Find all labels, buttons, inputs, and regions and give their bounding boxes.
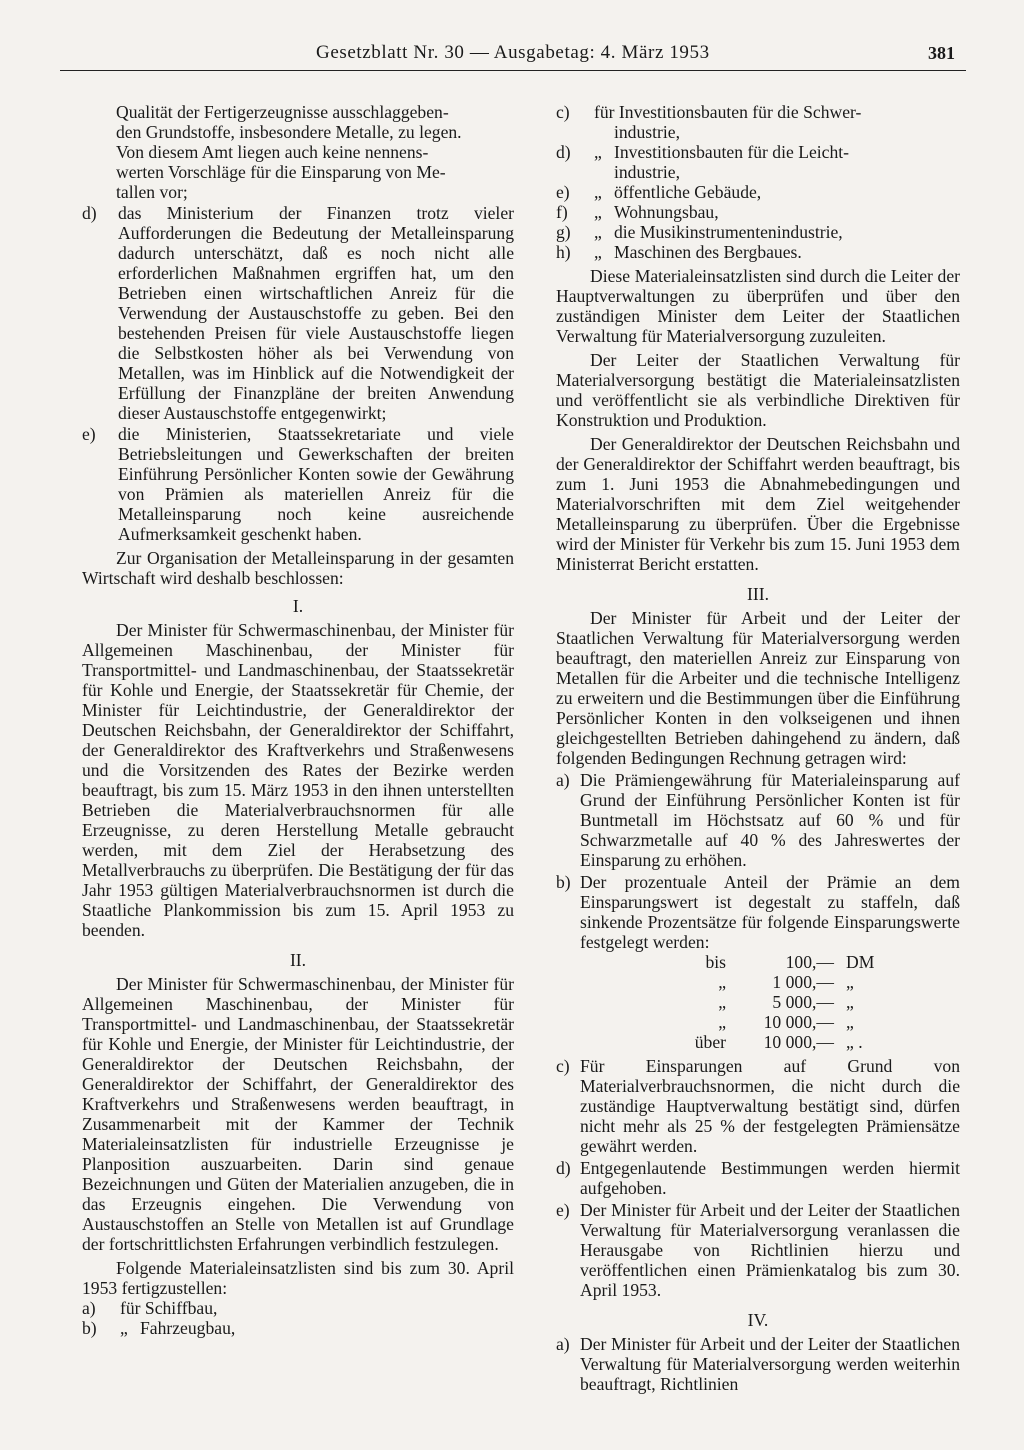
paragraph-section-ii: Der Minister für Schwermaschinenbau, der Minister für Allgemeinen Maschinenbau, der Minister für Transportmittel- und Landmaschinenbau, der Staatssekretär für Kohle und Energie, der Minister für Leichtindustrie, der Generaldirektor der Deutschen Reichsbahn, der Generaldirektor der Schiffahrt, der Generaldirektor des Kraftverkehrs und Straßenwesens werden beauftragt, in Zusammenarbeit mit der Kammer der Technik Materialeinsatzlisten für industrielle Erzeugnisse je Planposition auszuarbeiten. Darin sind genaue Bezeichnungen und Güten der Materialien anzugeben, die in das Erzeugnis eingehen. Die Verwendung von Austauschstoffen an Stelle von Metallen ist auf Grundlage der fortschrittlichsten Erfahrungen verbindlich festzulegen. [82, 974, 514, 1254]
list-item-d [556, 1158, 960, 1198]
section-heading-ii: II. [289, 950, 307, 970]
list-item-text: industrie, [614, 162, 680, 182]
list-marker: d) [556, 1158, 571, 1178]
list-item-b [556, 872, 960, 952]
scale-row [592, 972, 960, 992]
paragraph-organisation: Zur Organisation der Metalleinsparung in der gesamten Wirtschaft wird deshalb beschlossen: [82, 548, 514, 588]
list-marker: f) [556, 202, 568, 222]
list-item-text: Die Prämiengewährung für Materialeinsparung auf Grund der Einführung Persönlicher Konten ist für Buntmetall im Höchstsatz auf 60 % und für Schwarzmetalle auf 40 % des Jahreswertes der Einsparung zu erhöhen. [580, 770, 960, 870]
list-item-text: Fahrzeugbau, [140, 1318, 236, 1338]
list-item [556, 102, 960, 122]
scale-prefix: „ [718, 1012, 726, 1032]
list-item-text: Wohnungsbau, [614, 202, 719, 222]
list-item-text: das Ministerium der Finanzen trotz vieler Aufforderungen die Bedeutung der Metalleinsparung dadurch unterschätzt, daß es noch nicht alle erforderlichen Maßnahmen ergriffen hat, um den Betrieben einen wirtschaftlichen Anreiz für die Verwendung der Austauschstoffe zu geben. Bei den bestehenden Preisen für viele Austauschstoffe liegen die Selbstkosten höher als bei Verwendung von Metallen, was im Hinblick auf die Notwendigkeit der Erfüllung der Finanzpläne der breiten Anwendung dieser Austauschstoffe entgegenwirkt; [118, 203, 514, 423]
list-marker: a) [556, 770, 570, 790]
paragraph-section-iii: Der Minister für Arbeit und der Leiter der Staatlichen Verwaltung für Materialversorgung werden beauftragt, den materiellen Anreiz zur Einsparung von Metallen für die Arbeiter und die technische Intelligenz zu erweitern und die Bestimmungen über die Einführung Persönlicher Konten in den volkseigenen und ihnen gleichgestellten Betrieben dahingehend zu ändern, daß folgenden Bedingungen Rechnung getragen wird: [556, 608, 960, 768]
list-item-text: Der Minister für Arbeit und der Leiter der Staatlichen Verwaltung für Materialversorgung veranlassen die Herausgabe von Richtlinien hierzu und veröffentlichen einen Prämienkatalog bis zum 30. April 1953. [580, 1200, 960, 1300]
scale-prefix: über [694, 1032, 726, 1052]
paragraph-reichsbahn: Der Generaldirektor der Deutschen Reichsbahn und der Generaldirektor der Schiffahrt werden beauftragt, bis zum 1. Juni 1953 die Abnahmebedingungen und Materialvorschriften mit dem Ziel weitgehender Metalleinsparung zu überprüfen. Über die Ergebnisse wird der Minister für Verkehr bis zum 15. Juni 1953 dem Ministerrat Bericht erstatten. [556, 434, 960, 574]
list-marker: h) [556, 242, 571, 262]
ditto-mark: „ [594, 202, 602, 222]
list-item [556, 242, 960, 262]
list-marker: c) [556, 1056, 570, 1076]
scale-unit: DM [846, 952, 875, 972]
list-item-d [82, 203, 514, 423]
right-column [556, 102, 960, 1394]
scale-prefix: „ [718, 992, 726, 1012]
scale-unit: „ [846, 1012, 854, 1032]
scale-value: 5 000,— [772, 992, 834, 1012]
list-item [556, 142, 960, 162]
list-marker: e) [82, 424, 96, 444]
list-marker: d) [556, 142, 571, 162]
list-item [556, 182, 960, 202]
scale-row [592, 1012, 960, 1032]
header-title: Gesetzblatt Nr. 30 — Ausgabetag: 4. März 1953 [316, 42, 710, 63]
paragraph-confirmation: Der Leiter der Staatlichen Verwaltung für Materialversorgung bestätigt die Materialeinsatzlisten und veröffentlicht sie als verbindliche Direktiven für Konstruktion und Produktion. [556, 350, 960, 430]
scale-value: 1 000,— [772, 972, 834, 992]
scale-prefix: bis [705, 952, 726, 972]
list-item-text: Maschinen des Bergbaues. [614, 242, 802, 262]
ditto-mark: „ [594, 242, 602, 262]
list-item-text: Der prozentuale Anteil der Prämie an dem Einsparungswert ist degestalt zu staffeln, daß sinkende Prozentsätze für folgende Einsparungswerte festgelegt werden: [580, 872, 960, 952]
scale-value: 100,— [785, 952, 834, 972]
list-marker: d) [82, 203, 97, 223]
paragraph-section-i: Der Minister für Schwermaschinenbau, der Minister für Allgemeinen Maschinenbau, der Minister für Transportmittel- und Landmaschinenbau, der Staatssekretär für Kohle und Energie, der Staatssekretär für Chemie, der Minister für Leichtindustrie, der Generaldirektor der Deutschen Reichsbahn, der Generaldirektor der Schiffahrt, der Generaldirektor des Kraftverkehrs und Straßenwesens und die Vorsitzenden des Rates der Bezirke werden beauftragt, bis zum 15. März 1953 in den ihnen unterstellten Betrieben die Materialverbrauchsnormen für alle Erzeugnisse, zu deren Herstellung Metalle gebraucht werden, mit dem Ziel der Herabsetzung des Metallverbrauchs zu überprüfen. Die Bestätigung der für das Jahr 1953 gültigen Materialverbrauchsnormen ist durch die Staatliche Plankommission bis zum 15. April 1953 zu beenden. [82, 620, 514, 940]
scale-value: 10 000,— [763, 1032, 834, 1052]
list-item-continuation [556, 122, 960, 142]
list-item-text: Investitionsbauten für die Leicht- [614, 142, 849, 162]
paragraph-review: Diese Materialeinsatzlisten sind durch die Leiter der Hauptverwaltungen zu überprüfen und über den zuständigen Minister dem Leiter der Staatlichen Verwaltung für Materialversorgung zuzuleiten. [556, 266, 960, 346]
scale-unit: „ [846, 972, 854, 992]
list-item-text: für Schiffbau, [120, 1298, 218, 1318]
list-item-text: die Musikinstrumentenindustrie, [614, 222, 843, 242]
left-column [82, 102, 514, 1338]
ditto-mark: „ [594, 182, 602, 202]
list-marker: g) [556, 222, 571, 242]
list-item-a [556, 1334, 960, 1394]
list-item-a [556, 770, 960, 870]
text-line: Von diesem Amt liegen auch keine nennens- [116, 142, 429, 162]
text-line: Qualität der Fertigerzeugnisse ausschlaggeben- [116, 102, 449, 122]
header-rule [60, 70, 966, 71]
list-item [556, 202, 960, 222]
list-marker: b) [82, 1318, 97, 1338]
list-item [82, 1298, 514, 1318]
intro-continuation [82, 102, 514, 202]
premium-scale-table [592, 952, 960, 1054]
list-marker: e) [556, 1200, 570, 1220]
paragraph-lists-intro: Folgende Materialeinsatzlisten sind bis zum 30. April 1953 fertigzustellen: [82, 1258, 514, 1298]
list-marker: c) [556, 102, 570, 122]
material-list-right [556, 102, 960, 262]
list-marker: e) [556, 182, 570, 202]
list-item [556, 222, 960, 242]
list-item-text: Der Minister für Arbeit und der Leiter der Staatlichen Verwaltung für Materialversorgung werden weiterhin beauftragt, Richtlinien [580, 1334, 960, 1394]
material-list-left [82, 1298, 514, 1338]
text-line: tallen vor; [116, 182, 188, 202]
section-heading-iii: III. [747, 584, 769, 604]
scale-unit: „ . [846, 1032, 863, 1052]
ditto-mark: „ [594, 222, 602, 242]
list-item-text: Für Einsparungen auf Grund von Materialverbrauchsnormen, die nicht durch die zuständige Hauptverwaltung bestätigt sind, dürfen nicht mehr als 25 % der festgelegten Prämiensätze gewährt werden. [580, 1056, 960, 1156]
list-item-continuation [556, 162, 960, 182]
list-item-e [556, 1200, 960, 1300]
list-item-text: die Ministerien, Staatssekretariate und viele Betriebsleitungen und Gewerkschaften der breiten Einführung Persönlicher Konten sowie der Gewährung von Prämien als materiellen Anreiz für die Metalleinsparung noch keine ausreichende Aufmerksamkeit geschenkt haben. [118, 424, 514, 544]
scale-row [592, 1032, 960, 1052]
scale-value: 10 000,— [763, 1012, 834, 1032]
list-item-c [556, 1056, 960, 1156]
list-item-text: für Investitionsbauten für die Schwer- [594, 102, 862, 122]
scale-row [592, 992, 960, 1012]
section-heading-i: I. [292, 596, 304, 616]
ditto-mark: „ [594, 142, 602, 162]
list-marker: b) [556, 872, 571, 892]
text-line: werten Vorschläge für die Einsparung von Me- [116, 162, 446, 182]
list-item-e [82, 424, 514, 544]
list-marker: a) [82, 1298, 96, 1318]
list-item-text: öffentliche Gebäude, [614, 182, 762, 202]
text-line: den Grundstoffe, insbesondere Metalle, zu legen. [116, 122, 462, 142]
scale-prefix: „ [718, 972, 726, 992]
page-number: 381 [928, 43, 955, 63]
list-item-text: industrie, [614, 122, 680, 142]
scale-unit: „ [846, 992, 854, 1012]
section-heading-iv: IV. [747, 1310, 769, 1330]
scale-row [592, 952, 960, 972]
list-marker: a) [556, 1334, 570, 1354]
list-item-text: Entgegenlautende Bestimmungen werden hiermit aufgehoben. [580, 1158, 960, 1198]
ditto-mark: „ [120, 1318, 128, 1338]
list-item [82, 1318, 514, 1338]
